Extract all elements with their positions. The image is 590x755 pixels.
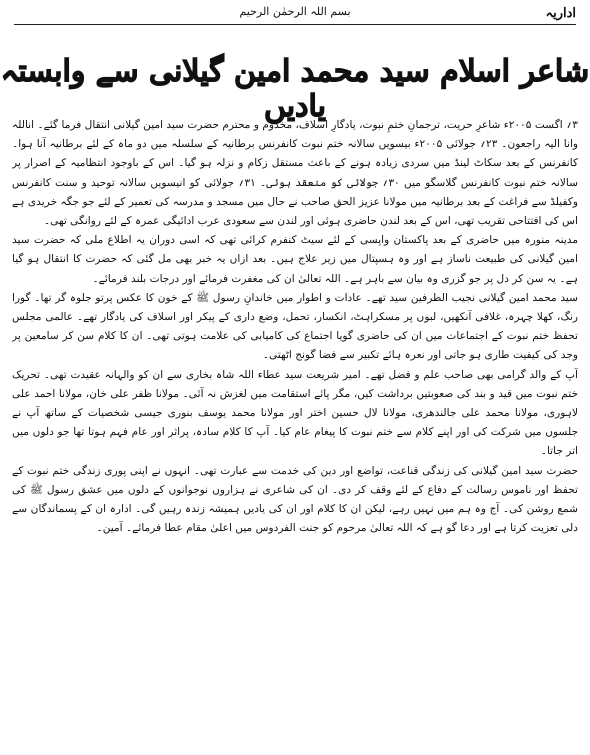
body-paragraph: ۳؍ اگست ۲۰۰۵ء شاعرِ حریت، ترجمانِ ختمِ نبوت، یادگارِ اسلاف، مخدوم و محترم حضرت سید امین گیلانی انتقال فرما گئے۔ اناللہ وانا الیہ راجعون۔ ۲۳؍ جولائی ۲۰۰۵ء بیسویں سالانہ ختم نبوت کانفرنس برطانیہ کے سلسلہ میں دو ماہ کے لئے برطانیہ آنا ہوا۔ کانفرنس کے بعد سکاٹ لینڈ میں سردی زیادہ ہونے کے باعث مستقل زکام و نزلہ ہو گیا۔ اس کے باوجود انتظامیہ کے اصرار پر سالانہ ختم نبوت کانفرنس گلاسگو میں ۳۰؍ جولائی کو منعقد ہوئی۔ ۳۱؍ جولائی کو انیسویں سالانہ توحید و سنت کانفرنس وکفیلڈ سے فراغت کے بعد برطانیہ میں مولانا عزیز الحق صاحب نے حال میں مسجد و مدرسہ کی تعمیر کے لئے جو جگہ خریدی ہے اس کی افتتاحی تقریب تھی، اس کے بعد لندن حاضری ہوئی اور لندن سے سعودی عرب ادائیگی عمرہ کے لئے روانگی تھی۔ <box>12 119 578 228</box>
header-divider <box>14 24 576 25</box>
article-title: شاعر اسلام سید محمد امین گیلانی سے وابستہ یادیں <box>0 54 590 124</box>
body-paragraph: مدینہ منورہ میں حاضری کے بعد پاکستان واپسی کے لئے سیٹ کنفرم کرائی تھی کہ اسی دوران یہ اطلاع ملی کہ حضرت سید امین گیلانی کی طبیعت ناساز ہے اور وہ ہسپتال میں زیر علاج ہیں۔ بعد ازاں یہ خبر بھی مل گئی کہ حضرت کا انتقال ہو گیا ہے۔ یہ سن کر دل پر جو گزری وہ بیان سے باہر ہے۔ اللہ تعالیٰ ان کی مغفرت فرمائے اور درجات بلند فرمائے۔ <box>12 234 578 285</box>
article-body <box>12 116 578 748</box>
body-paragraph: سید محمد امین گیلانی نجیب الطرفین سید تھے۔ عادات و اطوار میں خاندانِ رسول ﷺ کے خون کا عکس پرتو جلوہ گر تھا۔ گورا رنگ، کھلا چہرہ، غلافی آنکھیں، لبوں پر مسکراہٹ، انکسار، تحمل، وضع داری کے پیکر اور اسلاف کی یادگار تھے۔ عالمی مجلس تحفظ ختم نبوت کے اجتماعات میں ان کی حاضری گویا اجتماع کی کامیابی کی علامت ہوتی تھی۔ ان کا کلام سن کر سامعین پر وجد کی کیفیت طاری ہو جاتی اور نعرہ ہائے تکبیر سے فضا گونج اٹھتی۔ <box>12 291 578 362</box>
body-paragraph: حضرت سید امین گیلانی کی زندگی قناعت، تواضع اور دین کی خدمت سے عبارت تھی۔ انہوں نے اپنی پوری زندگی ختم نبوت کے تحفظ اور ناموس رسالت کے دفاع کے لئے وقف کر دی۔ ان کی شاعری نے ہزاروں نوجوانوں کے دلوں میں عشق رسول ﷺ کی شمع روشن کی۔ آج وہ ہم میں نہیں رہے، لیکن ان کا کلام اور ان کی یادیں ہمیشہ زندہ رہیں گی۔ ادارہ ان کے پسماندگان سے دلی تعزیت کرتا ہے اور دعا گو ہے کہ اللہ تعالیٰ مرحوم کو جنت الفردوس میں اعلیٰ مقام عطا فرمائے۔ آمین۔ <box>12 464 578 535</box>
bismillah-heading: بسم اللہ الرحمٰن الرحیم <box>239 5 351 18</box>
section-label: اداریہ <box>545 6 576 21</box>
body-paragraph: آپ کے والد گرامی بھی صاحب علم و فضل تھے۔ امیر شریعت سید عطاء اللہ شاہ بخاری سے ان کو والہانہ عقیدت تھی۔ تحریک ختم نبوت میں قید و بند کی صعوبتیں برداشت کیں، مگر پائے استقامت میں لغزش نہ آئی۔ مولانا ظفر علی خان، مولانا احمد علی لاہوری، مولانا محمد علی جالندھری، مولانا لال حسین اختر اور مولانا محمد یوسف بنوری جیسی شخصیات کے ساتھ آپ نے جلسوں میں شرکت کی اور اپنے کلام سے ختم نبوت کا پیغام عام کیا۔ آپ کا کلام سادہ، پراثر اور عام فہم ہوتا تھا جو دلوں میں اتر جاتا۔ <box>12 368 578 458</box>
